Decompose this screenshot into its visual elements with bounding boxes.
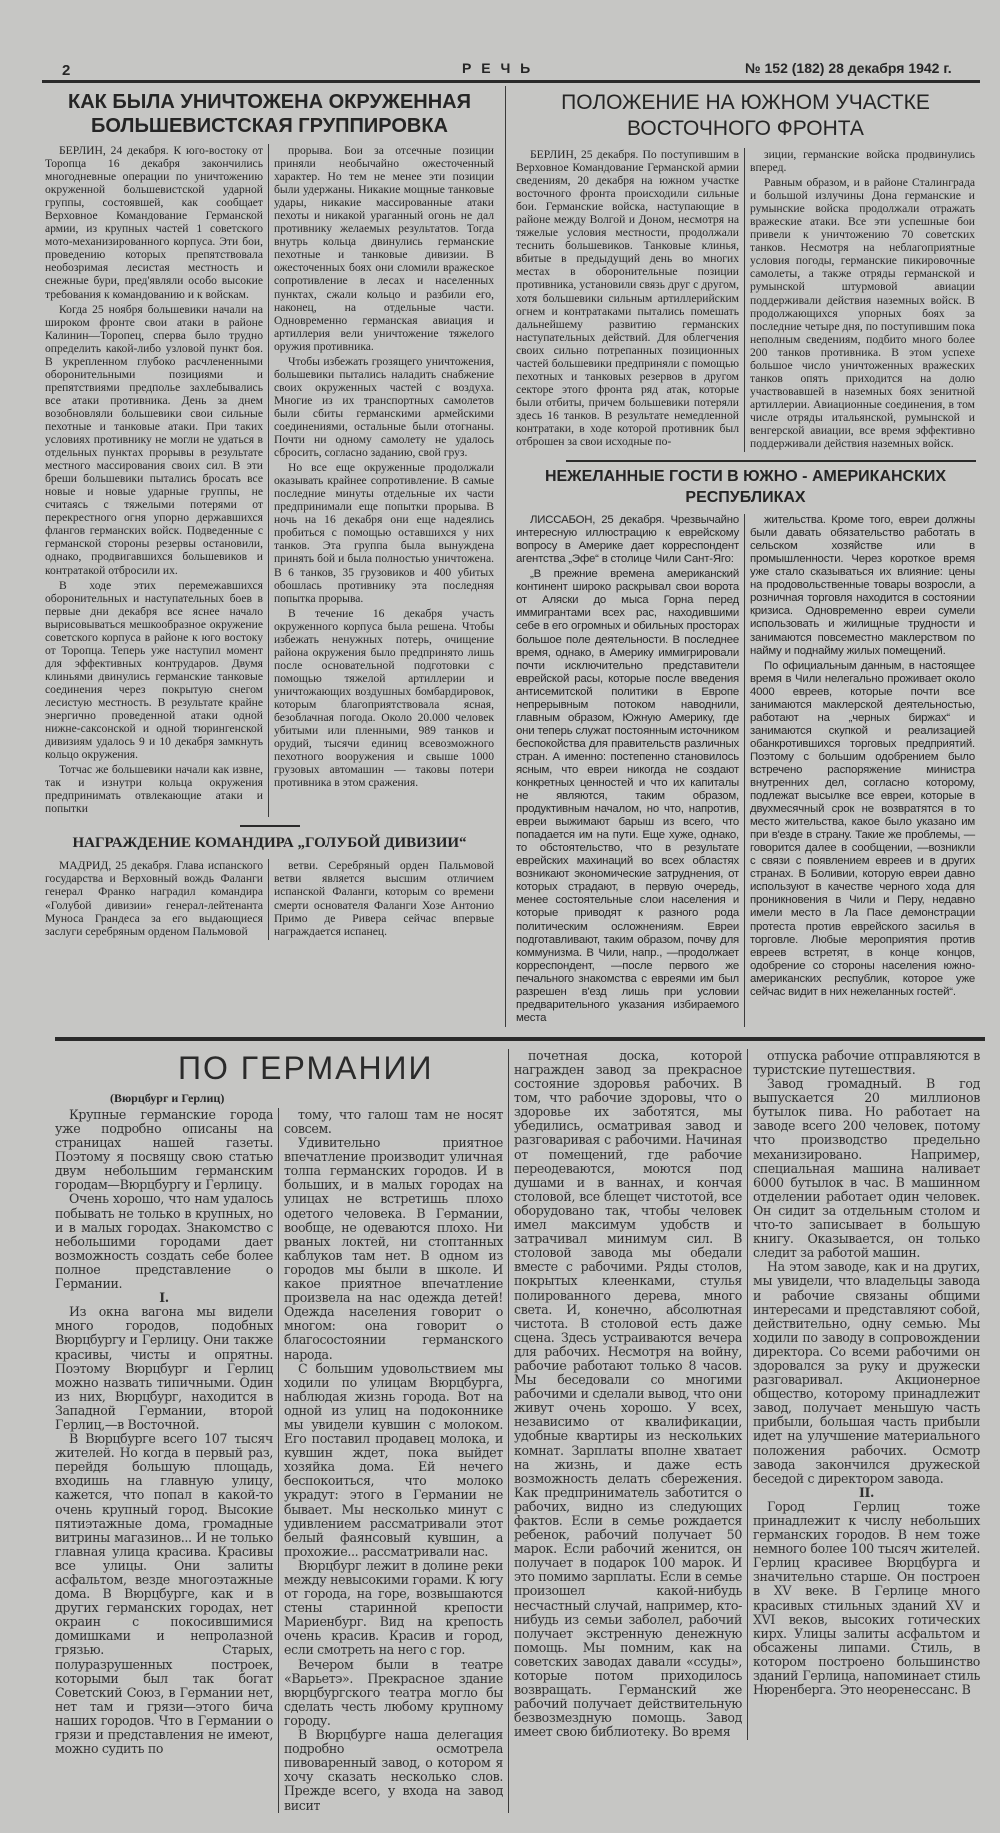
article-column — [268, 144, 499, 817]
article-rule — [240, 825, 300, 827]
top-section — [40, 86, 980, 1027]
paragraph: почетная доска, которой награжден завод за прекрасное состояние здоровья рабочих. В том, что рабочие здоровы, что о здоровье их заботятся, мы убедились, осматривая завод и разговаривая с рабочими. Начиная от помещений, где рабочие переодеваются, моются под душами и в ваннах, и кончая столовой, все блещет чистотой, все оборудовано так, чтобы человек имел максимум удобств и затрачивал минимум сил. В столовой завода мы обедали вместе с рабочими. Ряды столов, покрытых клеенками, стулья полированного дерева, много света. И, конечно, абсолютная чистота. В столовой есть даже сцена. Здесь устраиваются вечера для рабочих. Несмотря на войну, рабочие работают только 8 часов. Мы беседовали со многими рабочими и сделали вывод, что они живут очень хорошо. У всех, независимо от квалификации, удобные квартиры из нескольких комнат. Зарплаты вполне хватает на жизнь, и даже есть возможность делать сбережения. Как предприниматель заботится о рабочих, видно из следующих фактов. Если в семье рождается ребенок, рабочий получает 50 марок. Если рабочий женится, он получает в подарок 100 марок. И это помимо зарплаты. Если в семье произошел какой-нибудь несчастный случай, например, кто-нибудь из семьи заболел, рабочий получает экстренную денежную помощь. Мы помним, как на советских заводах давали «ссуды», которые потом приходилось возвращать. Германский же рабочий получает действительную безвозмездную помощь. Завод имеет свою библиотеку. Во время — [514, 1047, 742, 1740]
headline-line: ВОСТОЧНОГО ФРОНТА — [627, 117, 864, 140]
paragraph: ЛИССАБОН, 25 декабря. Чрезвычайно интересную иллюстрацию к еврейскому вопросу в Америке дает корреспондент агентства „Эфе“ в столице Чили Сант-Яго: — [516, 514, 739, 566]
paragraph: зиции, германские войска продвинулись вперед. — [750, 148, 975, 175]
paragraph: БЕРЛИН, 24 декабря. К юго-востоку от Торопца 16 декабря закончились многодневные операции по уничтожению окруженной большевистской ударной группы, состоявшей, как сообщает Верховное Командование Германской армии, из крупных частей 1 советского мото-механизированного корпуса. Эти бои, проведению которых препятствовала необозримая лесистая местность и снежные бури, пред'являли особо высокие требования к командованию и к войскам. — [45, 144, 263, 301]
article-columns — [40, 859, 499, 939]
article-columns — [40, 144, 499, 817]
paragraph: Из окна вагона мы видели много городов, подобных Вюрцбургу и Герлицу. Они также красивы, чисты и опрятны. Поэтому Вюрцбург и Герлиц можно назвать типичными. Один из них, Вюрцбург, находится в Западной Германии, второй Герлиц,—в Восточной. — [55, 1304, 273, 1432]
masthead-rule — [42, 80, 980, 83]
article-columns — [511, 148, 980, 452]
paragraph: По официальным данным, в настоящее время в Чили нелегально проживает около 4000 евреев, которые почти все занимаются маклерской деятельностью, работают на „черных биржах“ и занимаются скупкой и реализацией обанкротившихся торговых предприятий. Поэтому с большим одобрением было встречено распоряжение министра внутренних дел, согласно которому, подлежат высылке все евреи, которые в двухмесячный срок не возвратятся в то место жительства, какое было указано им при в'езде в страну. Такие же проблемы, —говорится далее в сообщении, —возникли с связи с появлением евреев и в других странах. В Боливии, которую евреи давно используют в качестве черного хода для проникновения в Чили и Перу, недавно имели место в Ла Пасе демонстрации протеста против еврейского засилья в торговле. Любые мероприятия против евреев встретят, в конце концов, одобрение со стороны населения южно-американских республик, которое уже сейчас видит в них нежеланных гостей“. — [750, 659, 975, 998]
headline-line: НЕЖЕЛАННЫЕ ГОСТИ В ЮЖНО - АМЕРИКАНСКИХ — [544, 468, 947, 486]
section-rule — [55, 1037, 985, 1041]
paragraph: ветви. Серебряный орден Пальмовой ветви является высшим отличием испанской Фаланги, которым со времени смерти основателя Фаланги Хозе Антонио Примо де Ривера сейчас впервые награждается испанец. — [274, 859, 494, 938]
article-headline — [40, 90, 499, 138]
paragraph: Чтобы избежать грозящего уничтожения, большевики пытались наладить снабжение своих окруженных частей с воздуха. Многие из их транспортных самолетов были сбиты германскими армейскими соединениями, остальные были отогнаны. Почти ни одному самолету не удалось сбросить, согласно заданию, свой груз. — [274, 354, 494, 460]
paragraph: Крупные германские города уже подробно описаны на страницах нашей газеты. Поэтому я посвящу свою статью двум небольшим германским городам—Вюрцбургу и Герлицу. — [55, 1106, 273, 1193]
paragraph: В течение 16 декабря участь окруженного корпуса была решена. Чтобы избежать ненужных потерь, очищение района окружения было предпринято лишь после основательной подготовки с помощью тяжелой артиллерии и уничтожающих воздушных бомбардировок, которым благоприятствовала ясная, безоблачная погода. Около 20.000 человек убитыми или пленными, 989 танков и орудий, тысячи единиц всевозможного пехотного вооружения и свыше 1000 грузовых автомашин — таковы потери противника в этом сражения. — [274, 606, 494, 790]
headline-line: ПОЛОЖЕНИЕ НА ЮЖНОМ УЧАСТКЕ — [561, 91, 930, 114]
paragraph: Вюрцбург лежит в долине реки между невысокими горами. К югу от города, на горе, возвышаются стены старинной крепости Мариенбург. Вид на крепость очень красив. Красив и город, если смотреть на него с гор. — [284, 1557, 503, 1658]
paragraph: В Вюрцбурге всего 107 тысяч жителей. Но когда в первый раз, перейдя большую площадь, входишь на главную улицу, кажется, что попал в какой-то очень крупный город. Высокие пятиэтажные дома, громадные витрины магазинов... И не только главная улица красива. Красивы все улицы. Они залиты асфальтом, везде многоэтажные дома. В Вюрцбурге, как и в других германских городах, нет окраин с покосившимися домишками и непролазной грязью. Старых, полуразрушенных построек, которыми был так богат Советский Союз, в Германии нет, нет там и грязи—этого бича наших городов. Что в Германии о грязи и представления не имеют, можно судить по — [55, 1431, 273, 1757]
article-columns — [509, 1049, 985, 1740]
article-column — [40, 859, 268, 939]
issue-date: № 152 (182) 28 декабря 1942 г. — [745, 60, 952, 76]
article-column — [509, 1049, 747, 1740]
right-half — [505, 86, 980, 1027]
article-column — [511, 514, 744, 1027]
article-columns — [511, 514, 980, 1027]
article-column — [747, 1049, 985, 1740]
paragraph: „В прежние времена американский континент широко раскрывал свои ворота от Аляски до мыса Горна перед иммигрантами всех рас, находившими себе в его огромных и обильных просторах большое поле деятельности. В последнее время, однако, в Америку иммигрировали почти исключительно представители еврейской расы, которые после введения антисемитской политики в Европе непрерывным потоком наводнили, главным образом, Южную Америку, где они теперь служат постоянным источником беспокойства для правительств различных стран. А именно: постепенно становилось ясным, что евреи никогда не создают конкретных ценностей и что их капиталы не являются, таким образом, продуктивным началом, но что, напротив, евреи выжимают барыш из всего, что попадается им на пути. Еще хуже, однако, то обстоятельство, что в результате еврейских махинаций во всех областях возникают экономические затруднения, от которых страдают, в первую очередь, менее состоятельные слои населения и которые приводят к разного рода политическим осложнениям. Евреи подготавливают, таким образом, почву для коммунизма. В Чили, напр., —продолжает корреспондент, —после первого же печального знакомства с евреями им был разрешен в'езд лишь при условии предварительного указания избираемого места — [516, 568, 739, 1024]
article-column — [268, 859, 499, 939]
paragraph: В Вюрцбурге наша делегация подробно осмотрела пивоваренный завод, о котором я хочу сказать несколько слов. Прежде всего, у входа на завод висит — [284, 1727, 503, 1813]
article-headline — [511, 466, 980, 508]
paragraph: Удивительно приятное впечатление производит уличная толпа германских городов. И в больших, и в малых городах на улицах не встретишь плохо одетого человека. В Германии, вообще, не одеваются плохо. Ни рваных локтей, ни стоптанных каблуков там нет. В одном из городов мы были в школе. И какое приятное впечатление произвела на нас одежда детей! Одежда населения говорит о многом: она говорит о благосостоянии германского народа. — [284, 1135, 503, 1362]
paragraph: жительства. Кроме того, евреи должны были давать обязательство работать в сельском хозяйстве или в промышленности. Через короткое время уже стало сказываться их влияние: цены на продовольственные товары возросли, а розничная торговля находится в состоянии кризиса. Одновременно евреи сумели использовать и жилищные трудности и занимаются повсеместно маклерством по найму и поднайму жилых помещений. — [750, 514, 975, 657]
headline-line: РЕСПУБЛИКАХ — [685, 489, 806, 507]
paragraph: Вечером были в театре «Варьетэ». Прекрасное здание вюрцбургского театра могло бы сделать честь любому крупному городу. — [284, 1656, 503, 1728]
article-column — [50, 1108, 278, 1813]
paragraph: Завод громадный. В год выпускается 20 миллионов бутылок пива. Но работает на заводе всего 200 человек, потому что производство предельно механизировано. Например, специальная машина наливает 6000 бутылок в час. В машинном отделении работает один человек. Он сидит за отдельным столом и что-то записывает в большую книгу. Оказывается, он только следит за работой машин. — [753, 1076, 980, 1261]
newspaper-title: Р Е Ч Ь — [462, 60, 534, 76]
headline-line: КАК БЫЛА УНИЧТОЖЕНА ОКРУЖЕННАЯ — [68, 91, 471, 113]
article-column — [278, 1108, 508, 1813]
feature-subtitle: (Вюрцбург и Герлиц) — [110, 1090, 225, 1105]
paragraph: БЕРЛИН, 25 декабря. По поступившим в Верховное Командование Германской армии сведениям, 20 декабря на южном участке восточного фронта происходили сильные бои. Германские войска, наступающие в районе между Волгой и Доном, несмотря на тяжелые условия местности, продолжали теснить большевиков. Танковые клинья, вбитые в предыдущий день во многих местах в оборонительные позиции противника, установили связь друг с другом, хотя большевики сильным артиллерийским огнем и контратаками пытались помешать дальнейшему развитию германских наступательных действий. Для облегчения своих сильно потрепанных позиционных частей большевики предприняли с помощью пехотных и танковых резервов в другом секторе этого фронта ряд атак, которые были отбиты, причем большевики потеряли здесь 16 танков. В результате немедленной контратаки, в ходе которой противник был отброшен за свои исходные по- — [516, 148, 739, 449]
paragraph: Но все еще окруженные продолжали оказывать крайнее сопротивление. В самые последние минуты отдельные их части предпринимали еще попытки прорыва. В ночь на 16 декабря они еще надеялись пробиться с помощью оставшихся у них танков. Эта группа была вынуждена принять бой и была полностью уничтожена. В 6 танков, 35 грузовиков и 400 убитых обошлась противнику эта последняя попытка прорыва. — [274, 461, 494, 605]
article-columns — [50, 1108, 508, 1813]
paragraph: На этом заводе, как и на других, мы увидели, что владельцы завода и рабочие связаны общими интересами и представляют собой, действительно, одну семью. Мы ходили по заводу в сопровождении директора. Со всеми рабочими он здоровался за руку и дружески разговаривал. Акционерное общество, которому принадлежит завод, получает меньшую часть прибыли, большая часть прибыли идет на улучшение материального положения рабочих. Осмотр завода закончился дружеской беседой с директором завода. — [753, 1259, 980, 1486]
paragraph: отпуска рабочие отправляются в туристские путешествия. — [753, 1047, 980, 1077]
paragraph: I. — [159, 1290, 169, 1306]
right-half — [508, 1049, 985, 1813]
paragraph: II. — [858, 1484, 875, 1500]
paragraph: Тотчас же большевики начали как извне, так и изнутри кольца окружения предпринимать отвлекающие атаки и попытки — [45, 763, 263, 816]
paragraph: прорыва. Бои за отсечные позиции приняли необычайно ожесточенный характер. Но тем не менее эти позиции были удержаны. Никакие мощные танковые удары, никакие массированные атаки пехоты и никакой ураганный огонь не дал противнику желаемых результатов. Тогда внутрь кольца двинулись германские пехотные и танковые дивизии. В ожесточенных боях они сломили вражеское сопротивление в лесах и населенных пунктах, сжали кольцо и разбили его, наконец, на отдельные части. Одновременно германская авиация и артиллерия вели уничтожение тяжелого оружия противника. — [274, 144, 494, 353]
bottom-section — [50, 1049, 985, 1813]
paragraph: тому, что галош там не носят совсем. — [284, 1106, 503, 1136]
article-rule — [566, 460, 976, 462]
article-column — [40, 144, 268, 817]
masthead — [0, 0, 1000, 86]
paragraph: Равным образом, и в районе Сталинграда и большой излучины Дона германские и румынские войска продолжали отражать вражеские атаки. Все эти успешные бои привели к уничтожению 70 советских танков. Несмотря на неблагоприятные условия погоды, германские пикировочные самолеты, а также отряды германской и румынской штурмовой авиации поддерживали действия наземных войск. В продолжающихся упорных боях за последние четыре дня, по поступившим пока неполным сведениям, подбито много более 200 танков противника. В этом успехе большое число уничтоженных вражеских танков опять приходится на долю участвовавшей в наземных боях зенитной артиллерии. Авиационные соединения, в том числе отряды итальянской, румынской и венгерской авиации, все время эффективно поддерживали действия наземных войск. — [750, 176, 975, 451]
paragraph: Когда 25 ноября большевики начали на широком фронте свои атаки в районе Калинин—Торопец, сперва было трудно определить какой-либо узловой пункт боя. В укрепленном глубоко расчлененными оборонительными позициями и препятствиями предполье захлебывались все атаки противника. День за днем возобновляли большевики свои сильные пехотные и танковые атаки. При таких условиях противнику не могли не удаться в отдельных пунктах прорывы в результате местного массирования своих сил. В эти бреши большевики пытались бросать все новые и новые ударные группы, не считаясь с тяжелыми потерями от перекрестного огня упорно державшихся флангов германских войск. Подведенные с германской стороны резервы остановили, однако, продвигавшихся большевиков и контратакой отбросили их. — [45, 302, 263, 577]
headline-line: БОЛЬШЕВИСТСКАЯ ГРУППИРОВКА — [91, 115, 448, 137]
feature-headline: ПО ГЕРМАНИИ — [178, 1049, 434, 1086]
article-column — [744, 148, 980, 452]
paragraph: МАДРИД, 25 декабря. Глава испанского государства и Верховный вождь Фаланги генерал Франко наградил командира «Голубой дивизии» генерал-лейтенанта Муноса Грандеса за его выдающиеся заслуги серебряным орденом Пальмовой — [45, 859, 263, 938]
left-half — [40, 86, 505, 1027]
paragraph: В ходе этих перемежавшихся оборонительных и наступательных боев в первые дни декабря все яснее начало вырисовываться мешкообразное окружение советского корпуса в районе к юго востоку от Торопца. Теперь уже наступил момент для эффективных контрударов. Двумя клиньями двинулись германские танковые соединения через покрытую снегом лесистую местность. В результате крайне энергично проведенной атаки одной нижне-саксонской и одной тюрингенской дивизиям удалось 9 и 10 декабря замкнуть кольцо окружения. — [45, 578, 263, 762]
page-number: 2 — [62, 62, 71, 79]
article-headline — [511, 90, 980, 142]
paragraph: Очень хорошо, что нам удалось побывать не только в крупных, но и в малых городах. Знакомство с небольшими городами дает возможность создать себе более полное представление о Германии. — [55, 1191, 273, 1292]
article-column — [511, 148, 744, 452]
paragraph: С большим удовольствием мы ходили по улицам Вюрцбурга, наблюдая жизнь города. Вот на одной из улиц на подоконнике мы увидели кувшин с молоком. Его поставил продавец молока, и кувшин ждет, пока выйдет хозяйка дома. Ей нечего беспокоиться, что молоко украдут: этого в Германии не бывает. Мы несколько минут с удивлением рассматривали этот белый фаянсовый кувшин, а прохожие... рассматривали нас. — [284, 1360, 503, 1559]
paragraph: Город Герлиц тоже принадлежит к числу небольших германских городов. В нем тоже немного более 100 тысяч жителей. Герлиц красивее Вюрцбурга и значительно старше. Он построен в XV веке. В Герлице много красивых стильных зданий XV и XVI веков, высоких готических кирх. Улицы залиты асфальтом и обсажены липами. Стиль, в котором построено большинство зданий Герлица, напоминает стиль Нюренберга. Это неоренессанс. В — [753, 1498, 980, 1698]
left-half — [50, 1049, 508, 1813]
article-column — [744, 514, 980, 1027]
article-headline: НАГРАЖДЕНИЕ КОМАНДИРА „ГОЛУБОЙ ДИВИЗИИ“ — [72, 835, 467, 852]
